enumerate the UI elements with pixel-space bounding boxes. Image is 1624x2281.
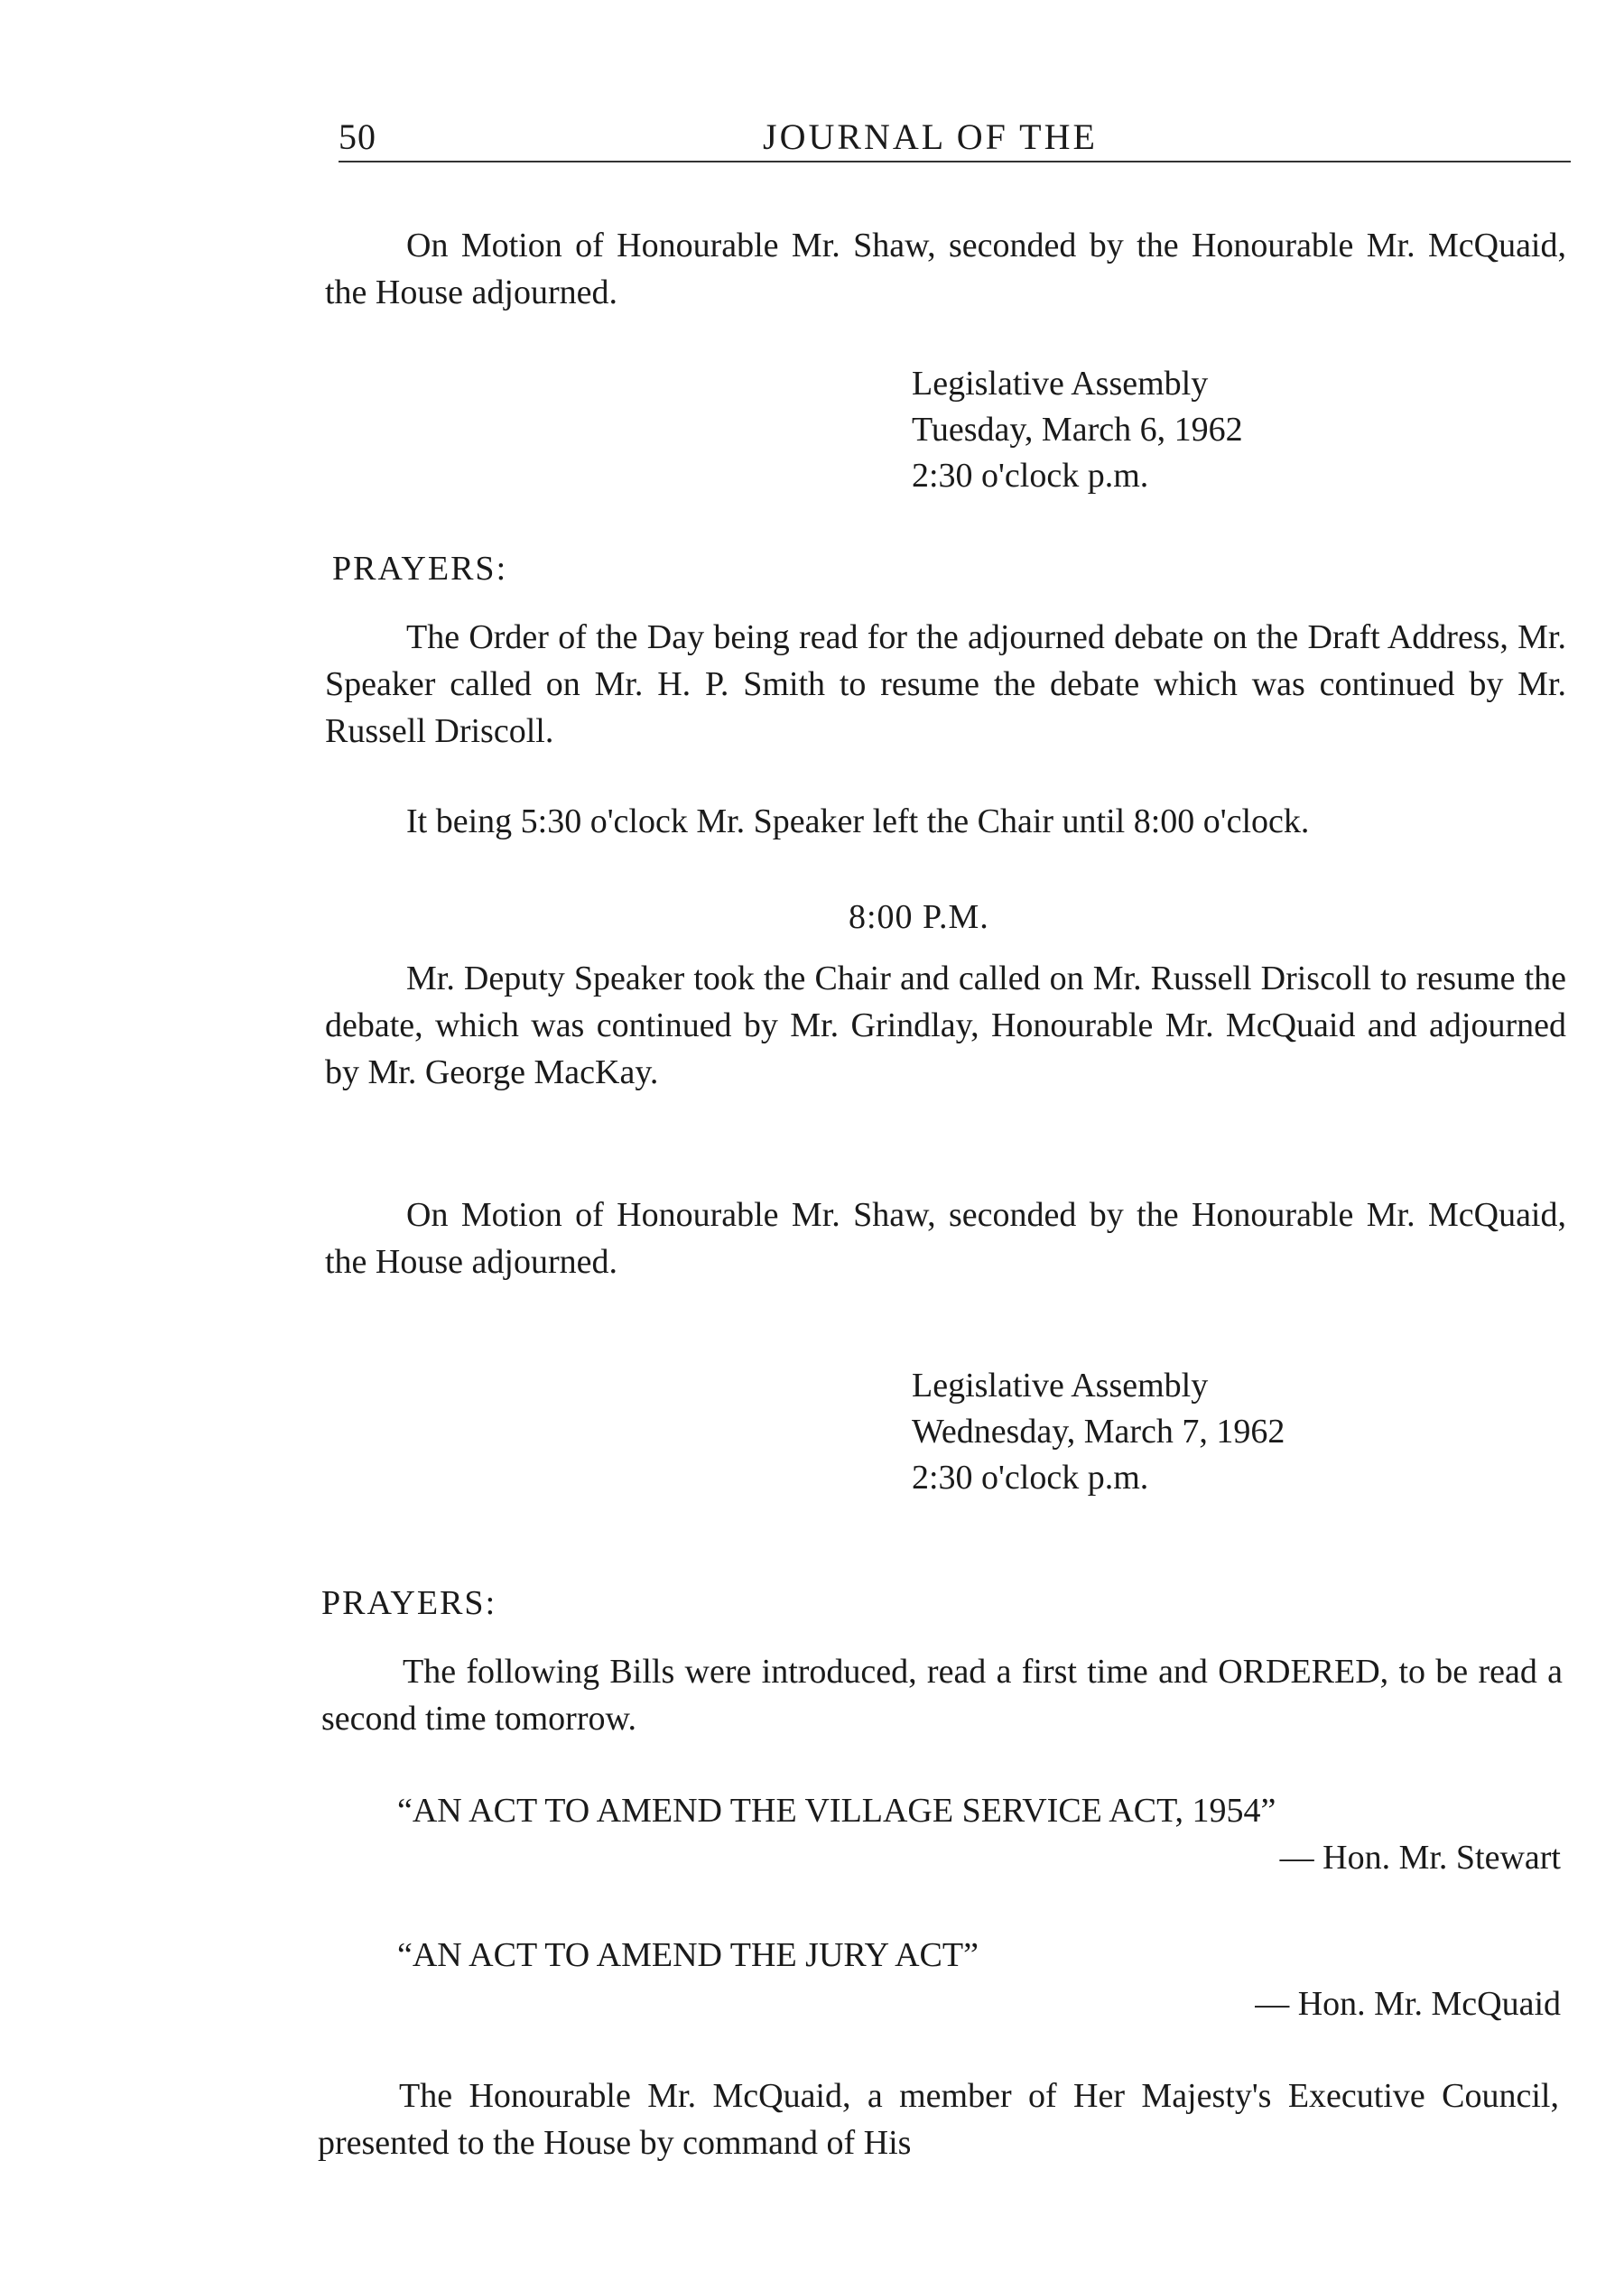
paragraph-text: Mr. Deputy Speaker took the Chair and called on Mr. Russell Driscoll to resume the debate, which was continued by Mr. Grindlay, Honourable Mr. McQuaid and adjourned by Mr. George MacKay. bbox=[325, 960, 1566, 1091]
bill-title: “AN ACT TO AMEND THE VILLAGE SERVICE ACT, 1954” bbox=[397, 1792, 1276, 1830]
sitting-date: Tuesday, March 6, 1962 bbox=[912, 411, 1243, 449]
running-head: JOURNAL OF THE bbox=[763, 116, 1098, 157]
sitting-place: Legislative Assembly bbox=[912, 1367, 1209, 1405]
sitting-heading-march-7 bbox=[912, 1363, 1453, 1501]
bill-title: “AN ACT TO AMEND THE JURY ACT” bbox=[397, 1936, 979, 1974]
paragraph-text: The Honourable Mr. McQuaid, a member of Her Majesty's Executive Council, presented to the House by command of His bbox=[318, 2077, 1559, 2162]
bill-sponsor: — Hon. Mr. McQuaid bbox=[1255, 1985, 1561, 2023]
page-number: 50 bbox=[339, 116, 376, 157]
deputy-speaker-paragraph bbox=[325, 955, 1566, 1096]
page-header bbox=[339, 107, 1571, 162]
paragraph-text: The Order of the Day being read for the adjourned debate on the Draft Address, Mr. Speaker called on Mr. H. P. Smith to resume the debate which was continued by Mr. Russell Driscoll. bbox=[325, 618, 1566, 750]
paragraph-text: It being 5:30 o'clock Mr. Speaker left the Chair until 8:00 o'clock. bbox=[406, 802, 1310, 840]
sitting-time: 2:30 o'clock p.m. bbox=[912, 457, 1149, 495]
evening-sitting-time: 8:00 P.M. bbox=[849, 898, 989, 936]
order-of-day-paragraph bbox=[325, 614, 1566, 755]
bill-sponsor: — Hon. Mr. Stewart bbox=[1279, 1839, 1561, 1877]
sitting-date: Wednesday, March 7, 1962 bbox=[912, 1413, 1285, 1451]
sitting-time: 2:30 o'clock p.m. bbox=[912, 1459, 1149, 1497]
prayers-heading: PRAYERS: bbox=[332, 550, 508, 588]
paragraph-text: The following Bills were introduced, read a first time and ORDERED, to be read a second time tomorrow. bbox=[321, 1653, 1563, 1738]
bills-intro-paragraph bbox=[321, 1648, 1563, 1742]
paragraph-text: On Motion of Honourable Mr. Shaw, seconded by the Honourable Mr. McQuaid, the House adjourned. bbox=[325, 1196, 1566, 1281]
adjournment-paragraph-1 bbox=[325, 222, 1566, 316]
sitting-heading-march-6 bbox=[912, 361, 1453, 499]
recess-paragraph bbox=[325, 798, 1566, 845]
paragraph-text: On Motion of Honourable Mr. Shaw, seconded by the Honourable Mr. McQuaid, the House adjourned. bbox=[325, 227, 1566, 311]
adjournment-paragraph-2 bbox=[325, 1191, 1566, 1285]
prayers-heading: PRAYERS: bbox=[321, 1584, 497, 1622]
council-paragraph bbox=[318, 2072, 1559, 2166]
sitting-place: Legislative Assembly bbox=[912, 365, 1209, 403]
